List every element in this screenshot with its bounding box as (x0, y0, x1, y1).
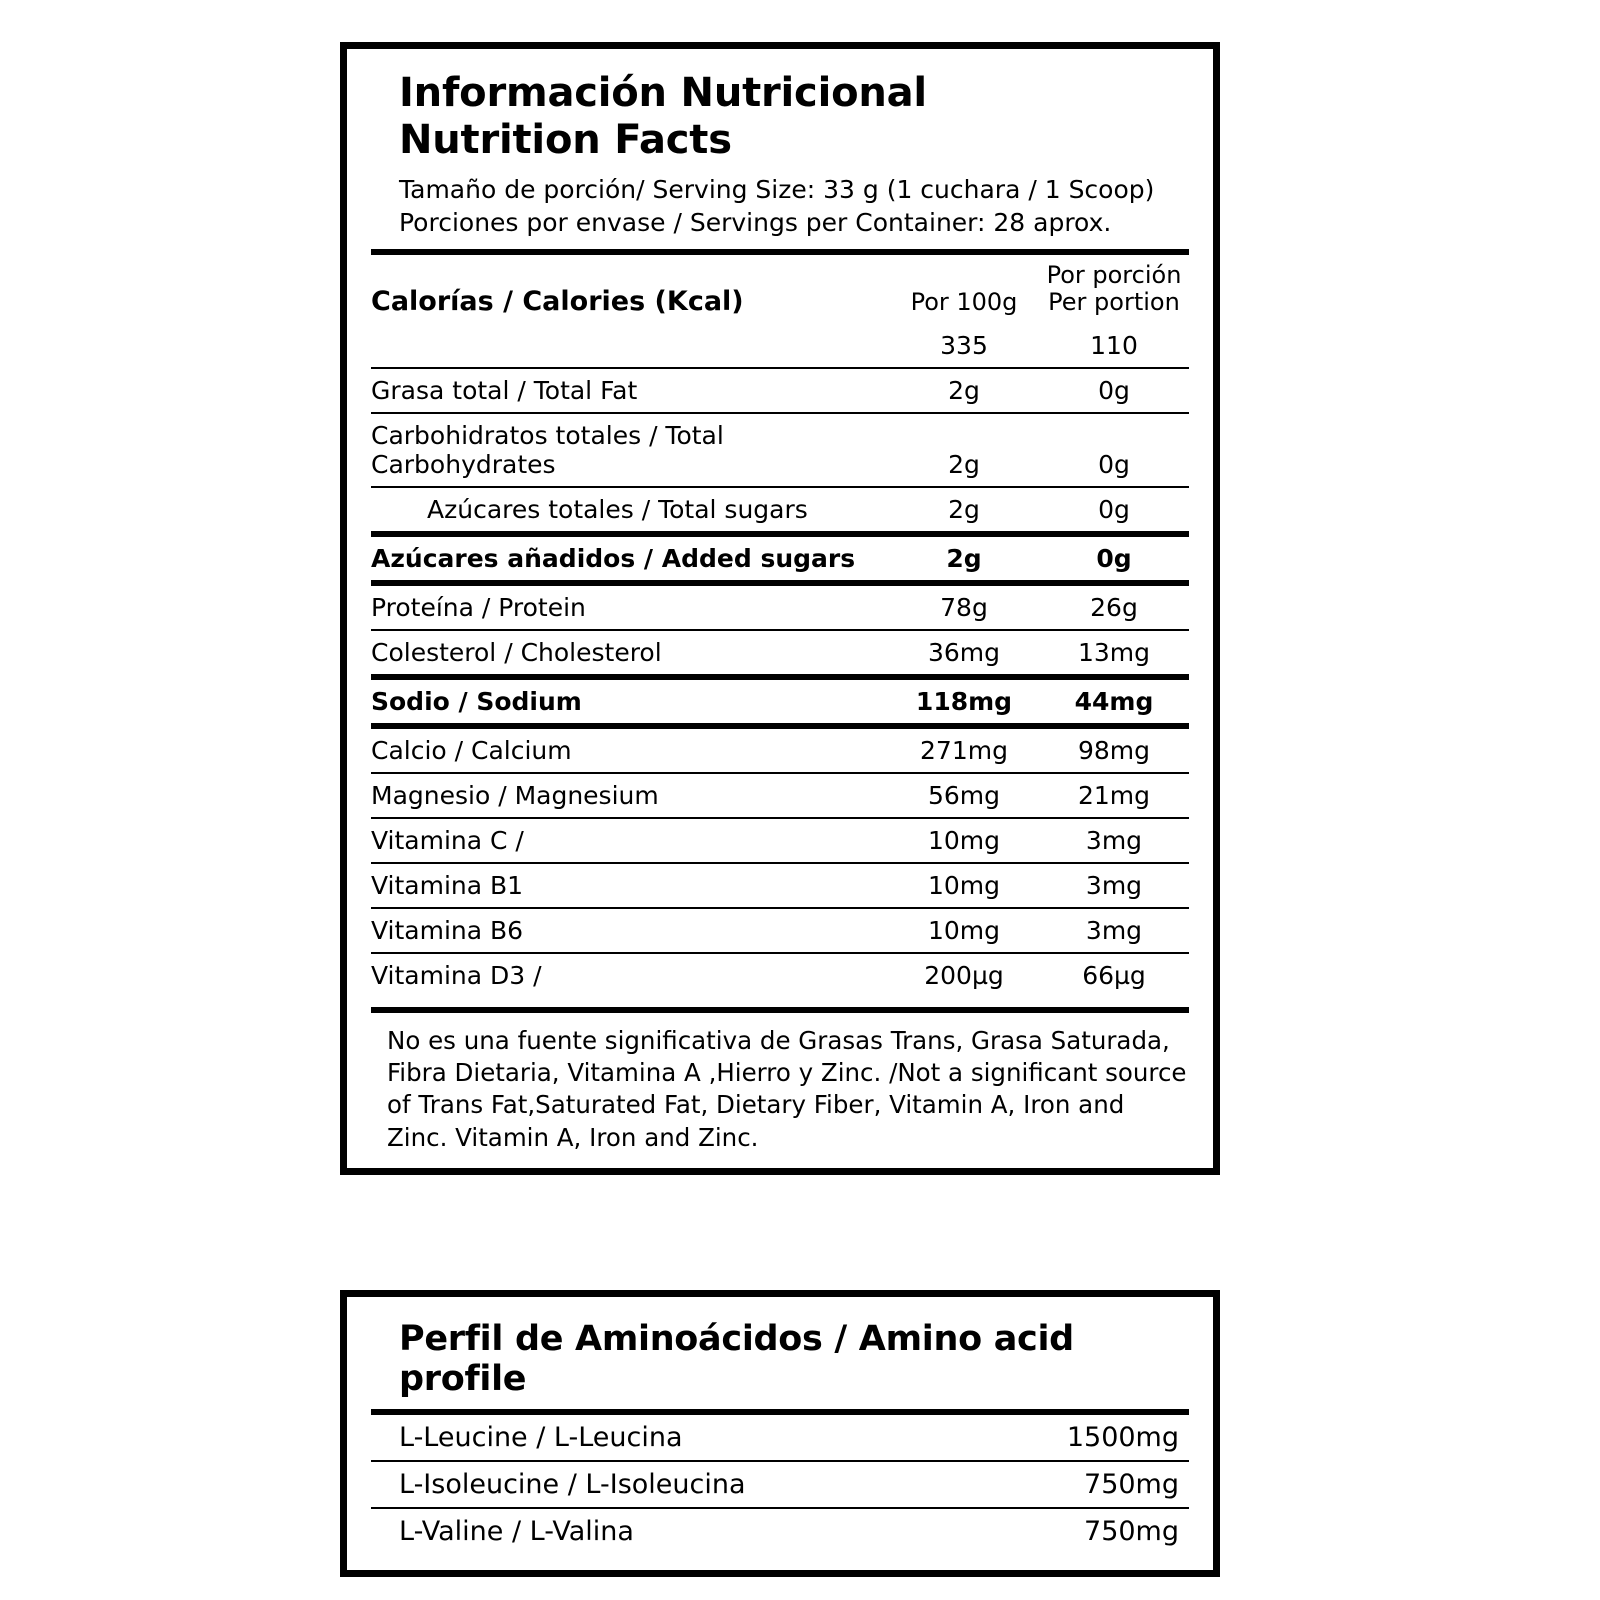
page-title-spanish: Información Nutricional (399, 70, 927, 116)
table-row (371, 1461, 1189, 1508)
calories-values-spacer (371, 324, 889, 368)
nutrient-label: Magnesio / Magnesium (371, 773, 889, 818)
nutrient-per-100g: 10mg (889, 908, 1039, 953)
column-header-per-100g: Por 100g (910, 288, 1018, 317)
divider-footnote (371, 1007, 1189, 1013)
page-title-english: Nutrition Facts (399, 116, 732, 163)
nutrient-per-100g: 10mg (889, 818, 1039, 863)
nutrient-label: Calcio / Calcium (371, 726, 889, 773)
nutrient-per-100g: 10mg (889, 863, 1039, 908)
nutrient-per-portion: 13mg (1039, 630, 1189, 677)
nutrient-label: Azúcares añadidos / Added sugars (371, 534, 889, 583)
amino-acid-amount: 750mg (989, 1461, 1189, 1508)
nutrient-label: Proteína / Protein (371, 583, 889, 630)
nutrient-per-100g: 2g (889, 413, 1039, 487)
nutrient-per-100g: 2g (889, 487, 1039, 534)
nutrient-per-portion: 3mg (1039, 863, 1189, 908)
amino-acid-label: L-Leucine / L-Leucina (371, 1412, 989, 1461)
table-row (371, 726, 1189, 773)
nutrient-per-portion: 0g (1039, 413, 1189, 487)
table-row (371, 1508, 1189, 1554)
table-row (371, 818, 1189, 863)
servings-per-container-text: Porciones por envase / Servings per Container: 28 aprox. (399, 207, 1112, 237)
amino-acid-table (371, 1409, 1189, 1554)
amino-acid-amount: 750mg (989, 1508, 1189, 1554)
nutrient-label: Sodio / Sodium (371, 677, 889, 726)
table-row (371, 773, 1189, 818)
column-header-per-portion (1039, 255, 1189, 324)
amino-acid-title: Perfil de Aminoácidos / Amino acid profile (399, 1319, 1074, 1399)
nutrient-label: Vitamina D3 / (371, 953, 889, 997)
nutrient-per-portion: 66µg (1039, 953, 1189, 997)
footnote-text: No es una fuente significativa de Grasas Trans, Grasa Saturada, Fibra Dietaria, Vitamina A ,Hierro y Zinc. /Not a significant source of Trans Fat,Saturated Fat, Dietary Fiber, Vitamin A, Iron and Zinc. Vitamin A, Iron and Zinc. (387, 1025, 1187, 1152)
nutrient-per-100g: 118mg (889, 677, 1039, 726)
calories-per-100g: 335 (940, 330, 988, 360)
amino-acid-amount: 1500mg (989, 1412, 1189, 1461)
nutrient-per-portion: 21mg (1039, 773, 1189, 818)
nutrient-label: Vitamina B1 (371, 863, 889, 908)
nutrient-per-100g: 78g (889, 583, 1039, 630)
amino-acid-panel (340, 1290, 1220, 1577)
nutrient-per-portion: 44mg (1039, 677, 1189, 726)
nutrient-per-portion: 98mg (1039, 726, 1189, 773)
column-header-per-portion-en: Per portion (1048, 288, 1180, 317)
table-row (371, 1412, 1189, 1461)
table-row (371, 630, 1189, 677)
nutrient-label: Vitamina C / (371, 818, 889, 863)
calories-values-row (371, 324, 1189, 368)
nutrient-per-100g: 2g (889, 534, 1039, 583)
nutrient-per-portion: 3mg (1039, 908, 1189, 953)
serving-size-text: Tamaño de porción/ Serving Size: 33 g (1 cuchara / 1 Scoop) (399, 174, 1155, 204)
nutrient-per-100g: 2g (889, 368, 1039, 413)
nutrient-label: Azúcares totales / Total sugars (371, 487, 889, 534)
nutrient-per-100g: 56mg (889, 773, 1039, 818)
table-row (371, 487, 1189, 534)
nutrition-table (371, 255, 1189, 997)
table-row (371, 863, 1189, 908)
calories-header-row (371, 255, 1189, 324)
nutrient-per-portion: 3mg (1039, 818, 1189, 863)
nutrient-label: Vitamina B6 (371, 908, 889, 953)
table-row (371, 677, 1189, 726)
nutrient-label: Grasa total / Total Fat (371, 368, 889, 413)
nutrient-per-portion: 0g (1039, 368, 1189, 413)
nutrition-facts-panel (340, 42, 1220, 1175)
table-row (371, 368, 1189, 413)
nutrient-label: Colesterol / Cholesterol (371, 630, 889, 677)
table-row (371, 583, 1189, 630)
amino-acid-label: L-Isoleucine / L-Isoleucina (371, 1461, 989, 1508)
table-row (371, 908, 1189, 953)
nutrient-per-portion: 0g (1039, 487, 1189, 534)
nutrient-per-100g: 36mg (889, 630, 1039, 677)
column-header-per-portion-es: Por porción (1046, 260, 1182, 289)
nutrient-label: Carbohidratos totales / Total Carbohydrates (371, 413, 889, 487)
table-row (371, 413, 1189, 487)
nutrient-per-portion: 26g (1039, 583, 1189, 630)
nutrient-per-100g: 200µg (889, 953, 1039, 997)
table-row (371, 953, 1189, 997)
nutrient-per-portion: 0g (1039, 534, 1189, 583)
calories-label: Calorías / Calories (Kcal) (371, 285, 744, 317)
amino-acid-label: L-Valine / L-Valina (371, 1508, 989, 1554)
nutrient-per-100g: 271mg (889, 726, 1039, 773)
table-row (371, 534, 1189, 583)
calories-per-portion: 110 (1090, 330, 1138, 360)
